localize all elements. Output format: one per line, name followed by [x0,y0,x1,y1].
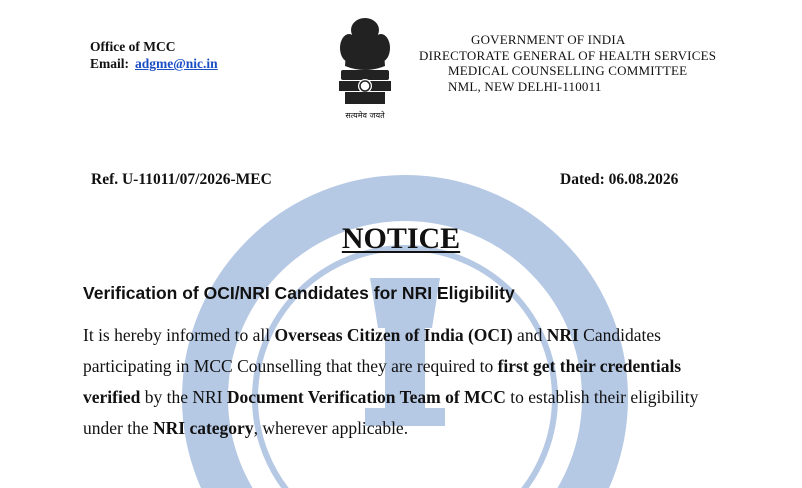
body-emphasis: Overseas Citizen of India (OCI) [274,325,513,345]
body-line-2 [83,351,733,382]
body-text: by the NRI [140,387,227,407]
office-name: Office of MCC [90,39,176,54]
gov-line-2: DIRECTORATE GENERAL OF HEALTH SERVICES [419,47,717,63]
body-emphasis: NRI category [152,418,254,438]
body-emphasis: verified [83,387,141,407]
gov-line-4: NML, NEW DELHI-110011 [448,78,602,94]
body-line-3 [83,382,733,413]
date: Dated: 06.08.2026 [560,171,679,188]
email-link[interactable]: adgme@nic.in [135,56,218,71]
body-emphasis: first get their credentials [497,356,682,376]
notice-body [83,320,733,444]
gov-line-1: GOVERNMENT OF INDIA [471,32,626,47]
body-text: to establish their eligibility [505,387,699,407]
office-info [90,38,218,72]
notice-title-text: NOTICE [341,222,461,255]
body-text: , wherever applicable. [253,418,409,438]
notice-title [0,222,802,256]
body-text: under the [83,418,153,438]
national-emblem-icon [325,14,405,122]
body-line-4 [83,413,733,444]
reference-number: Ref. U-11011/07/2026-MEC [91,171,272,188]
body-text: Candidates [578,325,661,345]
email-label: Email: [90,56,129,71]
body-text: It is hereby informed to all [83,325,275,345]
body-emphasis: NRI [546,325,579,345]
body-text: and [512,325,547,345]
emblem-motto: सत्यमेव जयते [345,111,385,120]
government-header [419,32,716,94]
gov-line-3: MEDICAL COUNSELLING COMMITTEE [448,63,688,78]
email-line [90,55,218,72]
body-text: participating in MCC Counselling that they are required to [83,356,498,376]
body-emphasis: Document Verification Team of MCC [226,387,506,407]
body-line-1 [83,320,733,351]
notice-subject: Verification of OCI/NRI Candidates for NRI Eligibility [83,283,515,303]
